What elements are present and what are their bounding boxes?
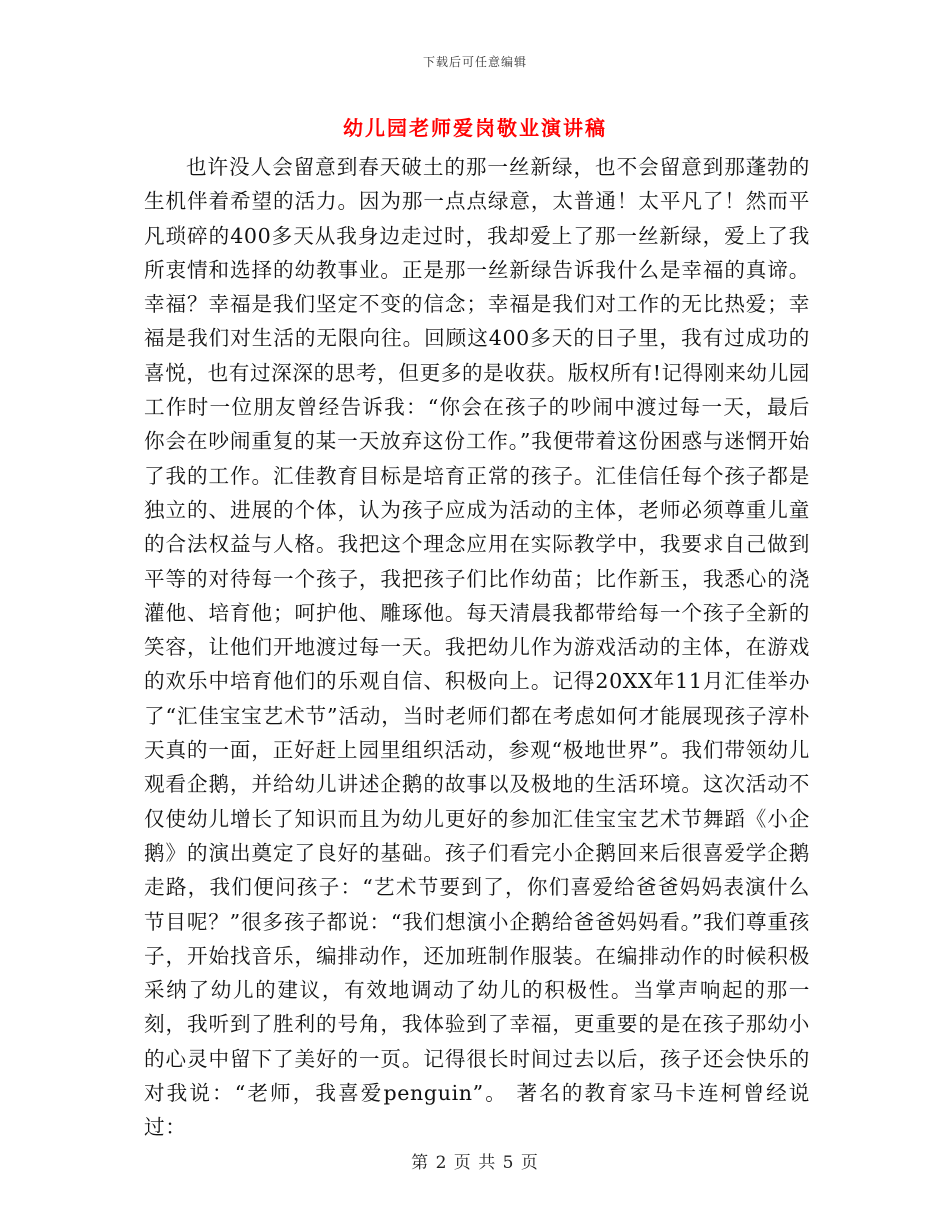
document-title: 幼儿园老师爱岗敬业演讲稿 bbox=[343, 116, 607, 140]
page-header-note: 下载后可任意编辑 bbox=[422, 55, 527, 69]
body-paragraph: 也许没人会留意到春天破土的那一丝新绿，也不会留意到那蓬勃的生机伴着希望的活力。因为那一点点绿意，太普通！太平凡了！然而平凡琐碎的400多天从我身边走过时，我却爱上了那一丝新绿，爱上了我所衷情和选择的幼教事业。正是那一丝新绿告诉我什么是幸福的真谛。幸福？幸福是我们坚定不变的信念；幸福是我们对工作的无比热爱；幸福是我们对生活的无限向往。回顾这400多天的日子里，我有过成功的喜悦，也有过深深的思考，但更多的是收获。版权所有!记得刚来幼儿园工作时一位朋友曾经告诉我：“你会在孩子的吵闹中渡过每一天，最后你会在吵闹重复的某一天放弃这份工作。”我便带着这份困惑与迷惘开始了我的工作。汇佳教育目标是培育正常的孩子。汇佳信任每个孩子都是独立的、进展的个体，认为孩子应成为活动的主体，老师必须尊重儿童的合法权益与人格。我把这个理念应用在实际教学中，我要求自己做到平等的对待每一个孩子，我把孩子们比作幼苗；比作新玉，我悉心的浇灌他、培育他；呵护他、雕琢他。每天清晨我都带给每一个孩子全新的笑容，让他们开地渡过每一天。我把幼儿作为游戏活动的主体，在游戏的欢乐中培育他们的乐观自信、积极向上。记得20XX年11月汇佳举办了“汇佳宝宝艺术节”活动，当时老师们都在考虑如何才能展现孩子淳朴天真的一面，正好赶上园里组织活动，参观“极地世界”。我们带领幼儿观看企鹅，并给幼儿讲述企鹅的故事以及极地的生活环境。这次活动不仅使幼儿增长了知识而且为幼儿更好的参加汇佳宝宝艺术节舞蹈《小企鹅》的演出奠定了良好的基础。孩子们看完小企鹅回来后很喜爱学企鹅走路，我们便问孩子：“艺术节要到了，你们喜爱给爸爸妈妈表演什么节目呢？”很多孩子都说：“我们想演小企鹅给爸爸妈妈看。”我们尊重孩子，开始找音乐，编排动作，还加班制作服装。在编排动作的时候积极采纳了幼儿的建议，有效地调动了幼儿的积极性。当掌声响起的那一刻，我听到了胜利的号角，我体验到了幸福，更重要的是在孩子那幼小的心灵中留下了美好的一页。记得很长时间过去以后，孩子还会快乐的对我说：“老师，我喜爱penguin”。 著名的教育家马卡连柯曾经说过： bbox=[144, 155, 810, 1140]
page-number-footer: 第 2 页 共 5 页 bbox=[411, 1153, 539, 1173]
